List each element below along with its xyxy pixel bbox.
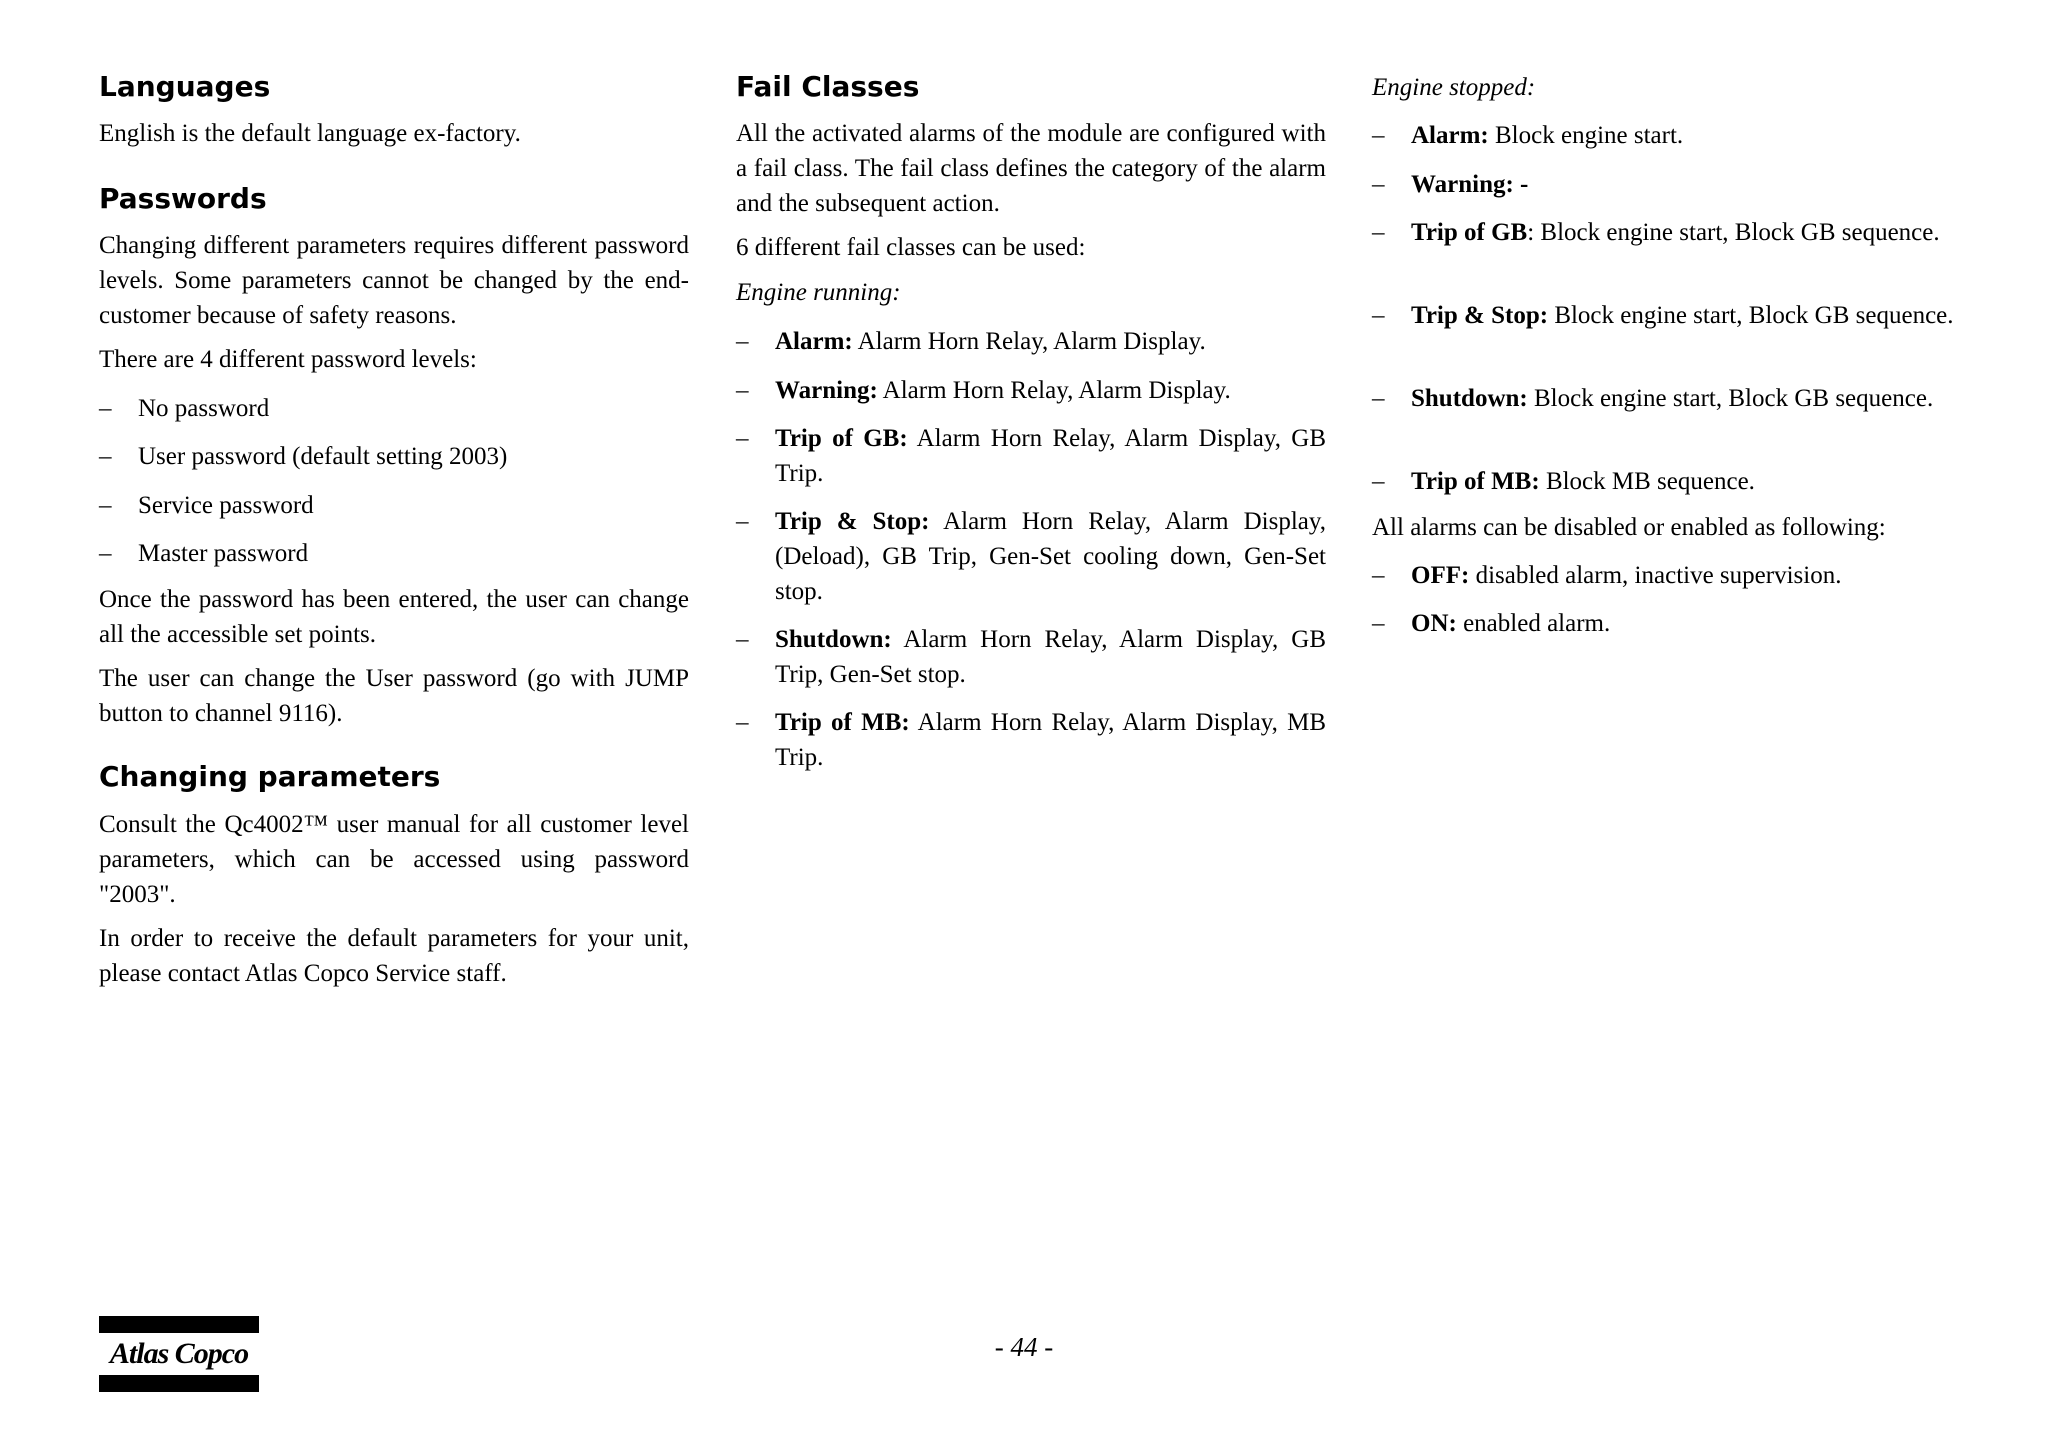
alarm-state-action: enabled alarm. [1456,610,1611,637]
dash-bullet: – [1372,219,1385,246]
default-parameters-text: In order to receive the default parameters for your unit, please contact Atlas Copco Service staff. [99,925,689,987]
fail-classes-count: 6 different fail classes can be used: [736,234,1086,261]
alarm-state-action: disabled alarm, inactive supervision. [1469,562,1842,589]
fail-class-action: Alarm Horn Relay, Alarm Display, GB Trip, Gen-Set stop. [775,626,1326,688]
dash-bullet: – [99,443,112,470]
consult-manual-text: Consult the Qc4002™ user manual for all customer level parameters, which can be accessed using password "2003". [99,811,689,908]
passwords-text: Changing different parameters requires different password levels. Some parameters cannot be changed by the end-customer because of safety reasons. [99,232,689,329]
fail-class-label: Shutdown: [775,626,892,653]
languages-text: English is the default language ex-factory. [99,120,521,147]
alarm-state-text [1411,606,1962,641]
dash-bullet: – [99,395,112,422]
fail-class-action: Alarm Horn Relay, Alarm Display, (Deload), GB Trip, Gen-Set cooling down, Gen-Set stop. [775,508,1326,605]
fail-class-text [1411,381,1962,416]
fail-class-action: : Block engine start, Block GB sequence. [1527,219,1940,246]
logo-wordmark: Atlas Copco [109,1337,249,1370]
dash-bullet: – [736,328,749,355]
fail-class-action: Block engine start. [1488,122,1684,149]
fail-class-label: Alarm: [1411,122,1489,149]
fail-class-action: Alarm Horn Relay, Alarm Display, GB Trip. [775,425,1326,487]
passwords-heading: Passwords [99,182,267,215]
dash-bullet: – [736,508,749,535]
dash-bullet: – [736,377,749,404]
fail-class-text [775,421,1326,491]
dash-bullet: – [1372,562,1385,589]
fail-class-label: Trip of MB: [1411,468,1540,495]
page-number: - 44 - [994,1332,1054,1362]
fail-class-label: Trip of GB [1411,219,1528,246]
fail-class-text [1411,118,1962,153]
alarm-state-label: OFF: [1411,562,1470,589]
fail-class-text [775,705,1326,775]
user-password-change-text: The user can change the User password (go with JUMP button to channel 9116). [99,665,689,727]
fail-class-text [1411,298,1962,333]
fail-class-label: Shutdown: [1411,385,1528,412]
fail-class-text [775,373,1326,408]
fail-class-label: Trip of GB: [775,425,908,452]
fail-class-label: Trip & Stop: [1411,302,1549,329]
dash-bullet: – [1372,385,1385,412]
atlas-copco-logo [99,1316,259,1392]
fail-class-text [1411,167,1962,202]
fail-class-text [775,324,1326,359]
logo-bottom-bar [99,1375,259,1392]
fail-class-text [1411,464,1962,499]
fail-classes-heading: Fail Classes [736,70,920,103]
password-level-text: User password (default setting 2003) [138,443,508,470]
changing-parameters-heading: Changing parameters [99,760,441,793]
password-levels-intro: There are 4 different password levels: [99,346,477,373]
fail-class-label: Warning: - [1411,171,1529,198]
password-level-text: Service password [138,492,314,519]
all-alarms-text: All alarms can be disabled or enabled as following: [1372,514,1886,541]
dash-bullet: – [1372,122,1385,149]
fail-class-text [775,504,1326,609]
fail-class-action: Block MB sequence. [1539,468,1755,495]
dash-bullet: – [1372,468,1385,495]
fail-class-action: Block engine start, Block GB sequence. [1548,302,1954,329]
dash-bullet: – [99,540,112,567]
engine-stopped-label: Engine stopped: [1372,74,1536,101]
alarm-state-text [1411,558,1962,593]
password-entered-text: Once the password has been entered, the user can change all the accessible set points. [99,586,689,648]
fail-class-action: Block engine start, Block GB sequence. [1527,385,1934,412]
logo-top-bar [99,1316,259,1333]
fail-class-action: Alarm Horn Relay, Alarm Display. [877,377,1231,404]
fail-class-action: Alarm Horn Relay, Alarm Display. [852,328,1206,355]
dash-bullet: – [1372,171,1385,198]
fail-class-label: Trip of MB: [775,709,910,736]
fail-class-text [1411,215,1962,250]
dash-bullet: – [99,492,112,519]
password-level-text: No password [138,395,270,422]
fail-class-action: Alarm Horn Relay, Alarm Display, MB Trip. [775,709,1326,771]
fail-class-text [775,622,1326,692]
engine-running-label: Engine running: [736,279,901,306]
password-level-text: Master password [138,540,309,567]
alarm-state-label: ON: [1411,610,1457,637]
languages-heading: Languages [99,70,271,103]
dash-bullet: – [736,709,749,736]
fail-class-label: Alarm: [775,328,853,355]
fail-class-label: Warning: [775,377,878,404]
fail-classes-intro: All the activated alarms of the module are configured with a fail class. The fail class defines the category of the alarm and the subsequent action. [736,120,1326,217]
fail-class-label: Trip & Stop: [775,508,930,535]
dash-bullet: – [736,425,749,452]
dash-bullet: – [736,626,749,653]
dash-bullet: – [1372,610,1385,637]
dash-bullet: – [1372,302,1385,329]
